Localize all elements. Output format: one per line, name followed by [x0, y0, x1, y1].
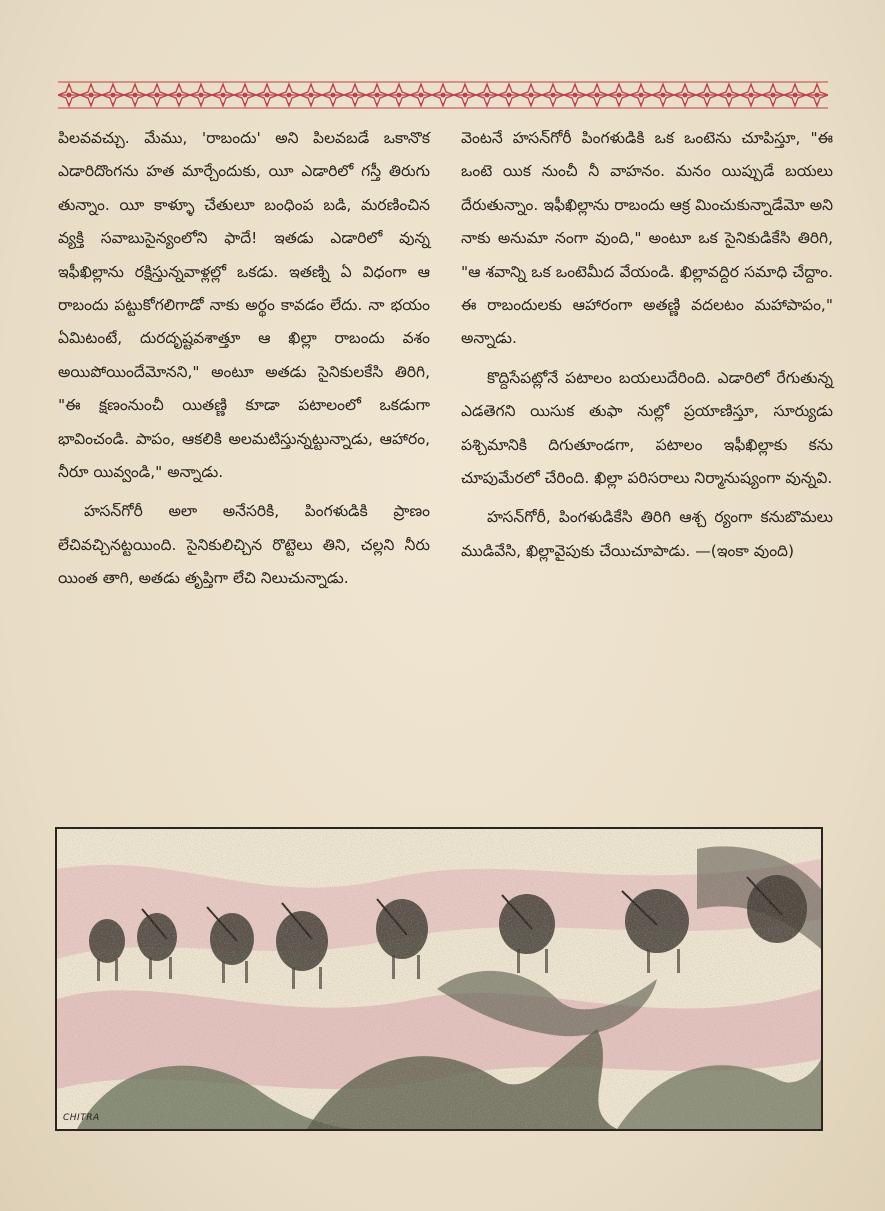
left-paragraph-1: పిలవవచ్చు. మేము, 'రాబందు' అని పిలవబడే ఒకానొక ఎడారిదొంగను హత మార్చేందుకు, యీ ఎడారిలో గస్తీ తిరుగు తున్నాం. యీ కాళ్ళూ చేతులూ బంధింప బడి, మరణించిన వ్యక్తి సవాబుసైన్యంలోని ఫాదే! ఇతడు ఎడారిలో వున్న ఇఫీఖిల్లాను రక్షిస్తున్నవాళ్లల్లో ఒకడు. ఇతణ్ని ఏ విధంగా ఆ రాబందు పట్టుకోగలిగాడో నాకు అర్థం కావడం లేదు. నా భయం ఏమిటంటే, దురదృష్టవశాత్తూ ఆ ఖిల్లా రాబందు వశం అయిపోయిందేమోనని," అంటూ అతడు సైనికులకేసి తిరిగి, "ఈ క్షణంనుంచీ యితణ్ణి కూడా పటాలంలో ఒకడుగా భావించండి. పాపం, ఆకలికి అలమటిస్తున్నట్టున్నాడు, ఆహారం, నీరూ యివ్వండి," అన్నాడు. [58, 129, 430, 482]
right-column [461, 122, 833, 812]
left-paragraph-2: హసన్‌గోరీ అలా అనేసరికి, పింగళుడికి ప్రాణం లేచివచ్చినట్టయింది. సైనికులిచ్చిన రొట్టెలు తిని, చల్లని నీరు యింత తాగి, అతడు తృప్తిగా లేచి నిలుచున్నాడు. [58, 502, 430, 588]
article-columns [58, 122, 833, 812]
floral-chain-border [58, 80, 828, 110]
right-paragraph-2: కొద్దిసేపట్లోనే పటాలం బయలుదేరింది. ఎడారిలో రేగుతున్న ఎడతెగని యిసుక తుఫా నుల్లో ప్రయాణిస్తూ, సూర్యుడు పశ్చిమానికి దిగుతూండగా, పటాలం ఇఫీఖిల్లాకు కను చూపుమేరలో చేరింది. ఖిల్లా పరిసరాలు నిర్మానుష్యంగా వున్నవి. [461, 368, 833, 488]
sandstorm-illustration [55, 827, 823, 1131]
right-paragraph-3: హసన్‌గోరీ, పింగళుడికేసి తిరిగి ఆశ్చ ర్యంగా కనుబొమలు ముడివేసి, ఖిల్లావైపుకు చేయిచూపాడు. —(ఇంకా వుంది) [461, 508, 833, 560]
left-column [58, 122, 430, 812]
right-paragraph-1: వెంటనే హసన్‌గోరీ పింగళుడికి ఒక ఒంటెను చూపిస్తూ, "ఈ ఒంటె యిక నుంచీ నీ వాహనం. మనం యిప్పుడే బయలు దేరుతున్నాం. ఇఫీఖిల్లాను రాబందు ఆక్ర మించుకున్నాడేమో అని నాకు అనుమా నంగా వుంది," అంటూ ఒక సైనికుడికేసి తిరిగి, "ఆ శవాన్ని ఒక ఒంటెమీద వేయండి. ఖిల్లావద్దిర సమాధి చేద్దాం. ఈ రాబందులకు ఆహారంగా అతణ్ణి వదలటం మహాపాపం," అన్నాడు. [461, 129, 833, 348]
sandstorm-scene [57, 829, 821, 1129]
artist-signature: CHITRA [63, 1113, 100, 1123]
